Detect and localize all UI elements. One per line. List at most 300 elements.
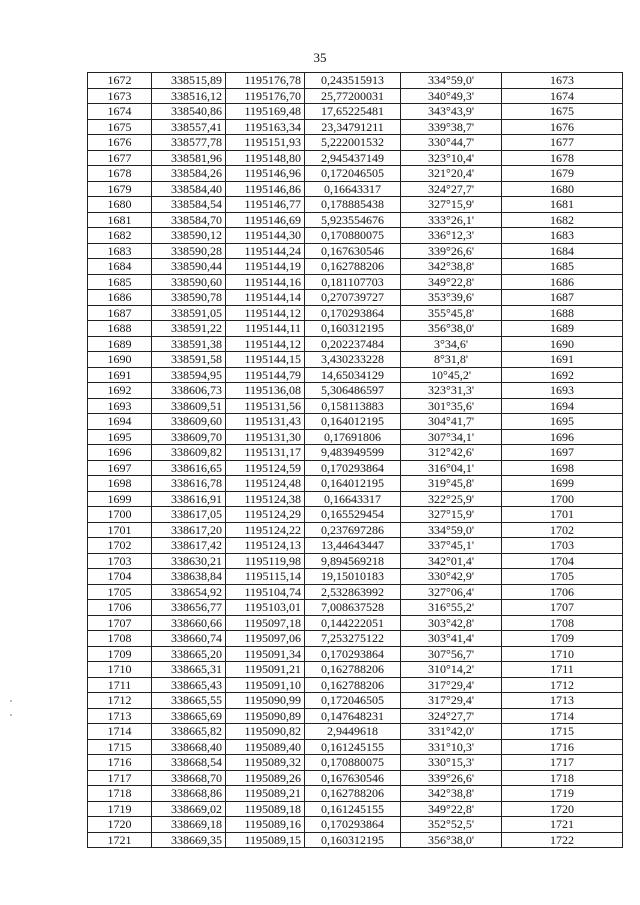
table-row	[88, 290, 623, 306]
azimuth-cell: 330°44,7'	[401, 135, 502, 151]
next-point-cell: 1673	[502, 73, 623, 89]
point-id-cell: 1716	[88, 755, 152, 771]
table-row	[88, 491, 623, 507]
azimuth-cell: 342°01,4'	[401, 553, 502, 569]
distance-cell: 0,172046505	[305, 166, 401, 182]
next-point-cell: 1710	[502, 646, 623, 662]
x-coordinate-cell: 338665,69	[152, 708, 226, 724]
azimuth-cell: 327°06,4'	[401, 584, 502, 600]
azimuth-cell: 316°04,1'	[401, 460, 502, 476]
table-row	[88, 197, 623, 213]
x-coordinate-cell: 338616,78	[152, 476, 226, 492]
y-coordinate-cell: 1195089,32	[226, 755, 305, 771]
azimuth-cell: 303°42,8'	[401, 615, 502, 631]
point-id-cell: 1684	[88, 259, 152, 275]
azimuth-cell: 8°31,8'	[401, 352, 502, 368]
table-row	[88, 274, 623, 290]
y-coordinate-cell: 1195144,14	[226, 290, 305, 306]
table-row	[88, 259, 623, 275]
distance-cell: 0,160312195	[305, 321, 401, 337]
azimuth-cell: 304°41,7'	[401, 414, 502, 430]
next-point-cell: 1706	[502, 584, 623, 600]
point-id-cell: 1696	[88, 445, 152, 461]
table-row	[88, 460, 623, 476]
distance-cell: 0,202237484	[305, 336, 401, 352]
azimuth-cell: 333°26,1'	[401, 212, 502, 228]
table-row	[88, 73, 623, 89]
table-row	[88, 336, 623, 352]
x-coordinate-cell: 338617,05	[152, 507, 226, 523]
next-point-cell: 1692	[502, 367, 623, 383]
table-row	[88, 398, 623, 414]
margin-mark	[10, 700, 12, 702]
y-coordinate-cell: 1195091,21	[226, 662, 305, 678]
table-row	[88, 646, 623, 662]
y-coordinate-cell: 1195146,77	[226, 197, 305, 213]
point-id-cell: 1685	[88, 274, 152, 290]
table-row	[88, 135, 623, 151]
azimuth-cell: 10°45,2'	[401, 367, 502, 383]
distance-cell: 0,16643317	[305, 181, 401, 197]
x-coordinate-cell: 338668,70	[152, 770, 226, 786]
table-row	[88, 538, 623, 554]
azimuth-cell: 324°27,7'	[401, 708, 502, 724]
next-point-cell: 1698	[502, 460, 623, 476]
next-point-cell: 1697	[502, 445, 623, 461]
distance-cell: 0,162788206	[305, 259, 401, 275]
azimuth-cell: 334°59,0'	[401, 73, 502, 89]
x-coordinate-cell: 338669,35	[152, 832, 226, 848]
table-row	[88, 305, 623, 321]
point-id-cell: 1683	[88, 243, 152, 259]
next-point-cell: 1686	[502, 274, 623, 290]
next-point-cell: 1681	[502, 197, 623, 213]
x-coordinate-cell: 338616,91	[152, 491, 226, 507]
table-row	[88, 352, 623, 368]
point-id-cell: 1698	[88, 476, 152, 492]
y-coordinate-cell: 1195144,12	[226, 305, 305, 321]
x-coordinate-cell: 338654,92	[152, 584, 226, 600]
x-coordinate-cell: 338668,54	[152, 755, 226, 771]
y-coordinate-cell: 1195089,26	[226, 770, 305, 786]
distance-cell: 0,170880075	[305, 755, 401, 771]
distance-cell: 0,170293864	[305, 817, 401, 833]
x-coordinate-cell: 338557,41	[152, 119, 226, 135]
distance-cell: 5,923554676	[305, 212, 401, 228]
table-row	[88, 212, 623, 228]
table-row	[88, 476, 623, 492]
y-coordinate-cell: 1195146,69	[226, 212, 305, 228]
page-number: 35	[313, 50, 327, 65]
x-coordinate-cell: 338590,28	[152, 243, 226, 259]
azimuth-cell: 331°10,3'	[401, 739, 502, 755]
x-coordinate-cell: 338660,66	[152, 615, 226, 631]
point-id-cell: 1718	[88, 786, 152, 802]
table-row	[88, 321, 623, 337]
x-coordinate-cell: 338665,43	[152, 677, 226, 693]
table-row	[88, 739, 623, 755]
y-coordinate-cell: 1195124,29	[226, 507, 305, 523]
x-coordinate-cell: 338665,55	[152, 693, 226, 709]
x-coordinate-cell: 338584,54	[152, 197, 226, 213]
x-coordinate-cell: 338609,51	[152, 398, 226, 414]
y-coordinate-cell: 1195131,30	[226, 429, 305, 445]
azimuth-cell: 349°22,8'	[401, 801, 502, 817]
table-row	[88, 600, 623, 616]
x-coordinate-cell: 338590,44	[152, 259, 226, 275]
azimuth-cell: 317°29,4'	[401, 677, 502, 693]
distance-cell: 13,44643447	[305, 538, 401, 554]
table-row	[88, 119, 623, 135]
y-coordinate-cell: 1195144,16	[226, 274, 305, 290]
table-row	[88, 367, 623, 383]
point-id-cell: 1708	[88, 631, 152, 647]
y-coordinate-cell: 1195124,59	[226, 460, 305, 476]
x-coordinate-cell: 338669,18	[152, 817, 226, 833]
next-point-cell: 1693	[502, 383, 623, 399]
point-id-cell: 1711	[88, 677, 152, 693]
y-coordinate-cell: 1195103,01	[226, 600, 305, 616]
next-point-cell: 1717	[502, 755, 623, 771]
azimuth-cell: 342°38,8'	[401, 786, 502, 802]
next-point-cell: 1683	[502, 228, 623, 244]
table-row	[88, 445, 623, 461]
point-id-cell: 1709	[88, 646, 152, 662]
point-id-cell: 1704	[88, 569, 152, 585]
distance-cell: 2,945437149	[305, 150, 401, 166]
table-row	[88, 677, 623, 693]
x-coordinate-cell: 338617,42	[152, 538, 226, 554]
azimuth-cell: 342°38,8'	[401, 259, 502, 275]
x-coordinate-cell: 338516,12	[152, 88, 226, 104]
y-coordinate-cell: 1195091,34	[226, 646, 305, 662]
distance-cell: 0,270739727	[305, 290, 401, 306]
y-coordinate-cell: 1195131,56	[226, 398, 305, 414]
x-coordinate-cell: 338609,70	[152, 429, 226, 445]
y-coordinate-cell: 1195163,34	[226, 119, 305, 135]
next-point-cell: 1677	[502, 135, 623, 151]
point-id-cell: 1689	[88, 336, 152, 352]
distance-cell: 5,306486597	[305, 383, 401, 399]
next-point-cell: 1704	[502, 553, 623, 569]
distance-cell: 7,008637528	[305, 600, 401, 616]
x-coordinate-cell: 338656,77	[152, 600, 226, 616]
azimuth-cell: 316°55,2'	[401, 600, 502, 616]
x-coordinate-cell: 338577,78	[152, 135, 226, 151]
y-coordinate-cell: 1195144,15	[226, 352, 305, 368]
next-point-cell: 1700	[502, 491, 623, 507]
azimuth-cell: 324°27,7'	[401, 181, 502, 197]
next-point-cell: 1678	[502, 150, 623, 166]
table-row	[88, 584, 623, 600]
margin-mark	[10, 714, 12, 716]
point-id-cell: 1715	[88, 739, 152, 755]
azimuth-cell: 303°41,4'	[401, 631, 502, 647]
distance-cell: 0,167630546	[305, 243, 401, 259]
point-id-cell: 1713	[88, 708, 152, 724]
y-coordinate-cell: 1195089,18	[226, 801, 305, 817]
y-coordinate-cell: 1195097,06	[226, 631, 305, 647]
point-id-cell: 1720	[88, 817, 152, 833]
table-row	[88, 553, 623, 569]
table-row	[88, 708, 623, 724]
next-point-cell: 1687	[502, 290, 623, 306]
distance-cell: 25,77200031	[305, 88, 401, 104]
next-point-cell: 1694	[502, 398, 623, 414]
distance-cell: 0,164012195	[305, 476, 401, 492]
point-id-cell: 1676	[88, 135, 152, 151]
azimuth-cell: 339°26,6'	[401, 770, 502, 786]
point-id-cell: 1672	[88, 73, 152, 89]
next-point-cell: 1707	[502, 600, 623, 616]
distance-cell: 0,172046505	[305, 693, 401, 709]
distance-cell: 3,430233228	[305, 352, 401, 368]
y-coordinate-cell: 1195144,79	[226, 367, 305, 383]
point-id-cell: 1706	[88, 600, 152, 616]
y-coordinate-cell: 1195115,14	[226, 569, 305, 585]
azimuth-cell: 307°56,7'	[401, 646, 502, 662]
point-id-cell: 1680	[88, 197, 152, 213]
next-point-cell: 1709	[502, 631, 623, 647]
y-coordinate-cell: 1195124,13	[226, 538, 305, 554]
distance-cell: 17,65225481	[305, 104, 401, 120]
azimuth-cell: 319°45,8'	[401, 476, 502, 492]
point-id-cell: 1688	[88, 321, 152, 337]
y-coordinate-cell: 1195090,89	[226, 708, 305, 724]
point-id-cell: 1717	[88, 770, 152, 786]
azimuth-cell: 323°31,3'	[401, 383, 502, 399]
next-point-cell: 1711	[502, 662, 623, 678]
next-point-cell: 1716	[502, 739, 623, 755]
azimuth-cell: 327°15,9'	[401, 197, 502, 213]
table-row	[88, 228, 623, 244]
azimuth-cell: 352°52,5'	[401, 817, 502, 833]
x-coordinate-cell: 338665,31	[152, 662, 226, 678]
point-id-cell: 1695	[88, 429, 152, 445]
next-point-cell: 1689	[502, 321, 623, 337]
x-coordinate-cell: 338591,38	[152, 336, 226, 352]
y-coordinate-cell: 1195104,74	[226, 584, 305, 600]
next-point-cell: 1721	[502, 817, 623, 833]
point-id-cell: 1705	[88, 584, 152, 600]
distance-cell: 0,178885438	[305, 197, 401, 213]
x-coordinate-cell: 338617,20	[152, 522, 226, 538]
y-coordinate-cell: 1195144,11	[226, 321, 305, 337]
point-id-cell: 1675	[88, 119, 152, 135]
y-coordinate-cell: 1195144,12	[226, 336, 305, 352]
next-point-cell: 1688	[502, 305, 623, 321]
x-coordinate-cell: 338590,60	[152, 274, 226, 290]
next-point-cell: 1714	[502, 708, 623, 724]
y-coordinate-cell: 1195144,30	[226, 228, 305, 244]
point-id-cell: 1697	[88, 460, 152, 476]
point-id-cell: 1699	[88, 491, 152, 507]
next-point-cell: 1699	[502, 476, 623, 492]
point-id-cell: 1692	[88, 383, 152, 399]
x-coordinate-cell: 338590,12	[152, 228, 226, 244]
distance-cell: 0,161245155	[305, 739, 401, 755]
azimuth-cell: 330°42,9'	[401, 569, 502, 585]
next-point-cell: 1696	[502, 429, 623, 445]
x-coordinate-cell: 338668,86	[152, 786, 226, 802]
distance-cell: 2,9449618	[305, 724, 401, 740]
azimuth-cell: 343°43,9'	[401, 104, 502, 120]
azimuth-cell: 356°38,0'	[401, 832, 502, 848]
point-id-cell: 1677	[88, 150, 152, 166]
next-point-cell: 1705	[502, 569, 623, 585]
azimuth-cell: 356°38,0'	[401, 321, 502, 337]
azimuth-cell: 317°29,4'	[401, 693, 502, 709]
point-id-cell: 1682	[88, 228, 152, 244]
coordinates-table	[87, 72, 623, 848]
point-id-cell: 1694	[88, 414, 152, 430]
azimuth-cell: 331°42,0'	[401, 724, 502, 740]
distance-cell: 9,894569218	[305, 553, 401, 569]
y-coordinate-cell: 1195089,16	[226, 817, 305, 833]
next-point-cell: 1695	[502, 414, 623, 430]
distance-cell: 0,170880075	[305, 228, 401, 244]
azimuth-cell: 310°14,2'	[401, 662, 502, 678]
distance-cell: 0,17691806	[305, 429, 401, 445]
table-row	[88, 770, 623, 786]
azimuth-cell: 323°10,4'	[401, 150, 502, 166]
y-coordinate-cell: 1195176,78	[226, 73, 305, 89]
table-row	[88, 181, 623, 197]
table-row	[88, 414, 623, 430]
azimuth-cell: 337°45,1'	[401, 538, 502, 554]
azimuth-cell: 349°22,8'	[401, 274, 502, 290]
next-point-cell: 1674	[502, 88, 623, 104]
next-point-cell: 1680	[502, 181, 623, 197]
azimuth-cell: 339°26,6'	[401, 243, 502, 259]
next-point-cell: 1682	[502, 212, 623, 228]
distance-cell: 0,237697286	[305, 522, 401, 538]
y-coordinate-cell: 1195131,17	[226, 445, 305, 461]
x-coordinate-cell: 338581,96	[152, 150, 226, 166]
y-coordinate-cell: 1195089,15	[226, 832, 305, 848]
distance-cell: 0,164012195	[305, 414, 401, 430]
point-id-cell: 1678	[88, 166, 152, 182]
distance-cell: 0,16643317	[305, 491, 401, 507]
distance-cell: 0,161245155	[305, 801, 401, 817]
distance-cell: 0,162788206	[305, 786, 401, 802]
table-row	[88, 522, 623, 538]
distance-cell: 5,222001532	[305, 135, 401, 151]
y-coordinate-cell: 1195090,99	[226, 693, 305, 709]
x-coordinate-cell: 338660,74	[152, 631, 226, 647]
table-row	[88, 243, 623, 259]
x-coordinate-cell: 338638,84	[152, 569, 226, 585]
table-row	[88, 88, 623, 104]
azimuth-cell: 301°35,6'	[401, 398, 502, 414]
y-coordinate-cell: 1195148,80	[226, 150, 305, 166]
y-coordinate-cell: 1195151,93	[226, 135, 305, 151]
distance-cell: 0,165529454	[305, 507, 401, 523]
point-id-cell: 1679	[88, 181, 152, 197]
azimuth-cell: 3°34,6'	[401, 336, 502, 352]
next-point-cell: 1676	[502, 119, 623, 135]
azimuth-cell: 336°12,3'	[401, 228, 502, 244]
azimuth-cell: 321°20,4'	[401, 166, 502, 182]
table-row	[88, 615, 623, 631]
x-coordinate-cell: 338590,78	[152, 290, 226, 306]
table-row	[88, 429, 623, 445]
distance-cell: 0,170293864	[305, 460, 401, 476]
x-coordinate-cell: 338630,21	[152, 553, 226, 569]
y-coordinate-cell: 1195176,70	[226, 88, 305, 104]
next-point-cell: 1691	[502, 352, 623, 368]
y-coordinate-cell: 1195089,40	[226, 739, 305, 755]
next-point-cell: 1712	[502, 677, 623, 693]
table-row	[88, 817, 623, 833]
distance-cell: 0,160312195	[305, 832, 401, 848]
distance-cell: 0,158113883	[305, 398, 401, 414]
y-coordinate-cell: 1195131,43	[226, 414, 305, 430]
y-coordinate-cell: 1195136,08	[226, 383, 305, 399]
distance-cell: 0,162788206	[305, 677, 401, 693]
table-row	[88, 693, 623, 709]
distance-cell: 0,170293864	[305, 305, 401, 321]
x-coordinate-cell: 338515,89	[152, 73, 226, 89]
point-id-cell: 1686	[88, 290, 152, 306]
table-row	[88, 755, 623, 771]
point-id-cell: 1703	[88, 553, 152, 569]
distance-cell: 0,181107703	[305, 274, 401, 290]
distance-cell: 19,15010183	[305, 569, 401, 585]
next-point-cell: 1715	[502, 724, 623, 740]
point-id-cell: 1700	[88, 507, 152, 523]
y-coordinate-cell: 1195124,38	[226, 491, 305, 507]
distance-cell: 0,243515913	[305, 73, 401, 89]
point-id-cell: 1681	[88, 212, 152, 228]
table-row	[88, 104, 623, 120]
x-coordinate-cell: 338591,58	[152, 352, 226, 368]
table-row	[88, 631, 623, 647]
y-coordinate-cell: 1195090,82	[226, 724, 305, 740]
table-row	[88, 832, 623, 848]
table-row	[88, 166, 623, 182]
y-coordinate-cell: 1195119,98	[226, 553, 305, 569]
azimuth-cell: 340°49,3'	[401, 88, 502, 104]
table-row	[88, 507, 623, 523]
azimuth-cell: 307°34,1'	[401, 429, 502, 445]
next-point-cell: 1675	[502, 104, 623, 120]
x-coordinate-cell: 338591,05	[152, 305, 226, 321]
next-point-cell: 1722	[502, 832, 623, 848]
point-id-cell: 1673	[88, 88, 152, 104]
x-coordinate-cell: 338665,82	[152, 724, 226, 740]
table-row	[88, 801, 623, 817]
point-id-cell: 1690	[88, 352, 152, 368]
y-coordinate-cell: 1195097,18	[226, 615, 305, 631]
y-coordinate-cell: 1195169,48	[226, 104, 305, 120]
table-row	[88, 383, 623, 399]
x-coordinate-cell: 338584,26	[152, 166, 226, 182]
next-point-cell: 1702	[502, 522, 623, 538]
x-coordinate-cell: 338594,95	[152, 367, 226, 383]
distance-cell: 23,34791211	[305, 119, 401, 135]
y-coordinate-cell: 1195146,86	[226, 181, 305, 197]
x-coordinate-cell: 338606,73	[152, 383, 226, 399]
x-coordinate-cell: 338609,82	[152, 445, 226, 461]
y-coordinate-cell: 1195091,10	[226, 677, 305, 693]
y-coordinate-cell: 1195144,24	[226, 243, 305, 259]
azimuth-cell: 327°15,9'	[401, 507, 502, 523]
azimuth-cell: 334°59,0'	[401, 522, 502, 538]
distance-cell: 14,65034129	[305, 367, 401, 383]
point-id-cell: 1691	[88, 367, 152, 383]
x-coordinate-cell: 338540,86	[152, 104, 226, 120]
